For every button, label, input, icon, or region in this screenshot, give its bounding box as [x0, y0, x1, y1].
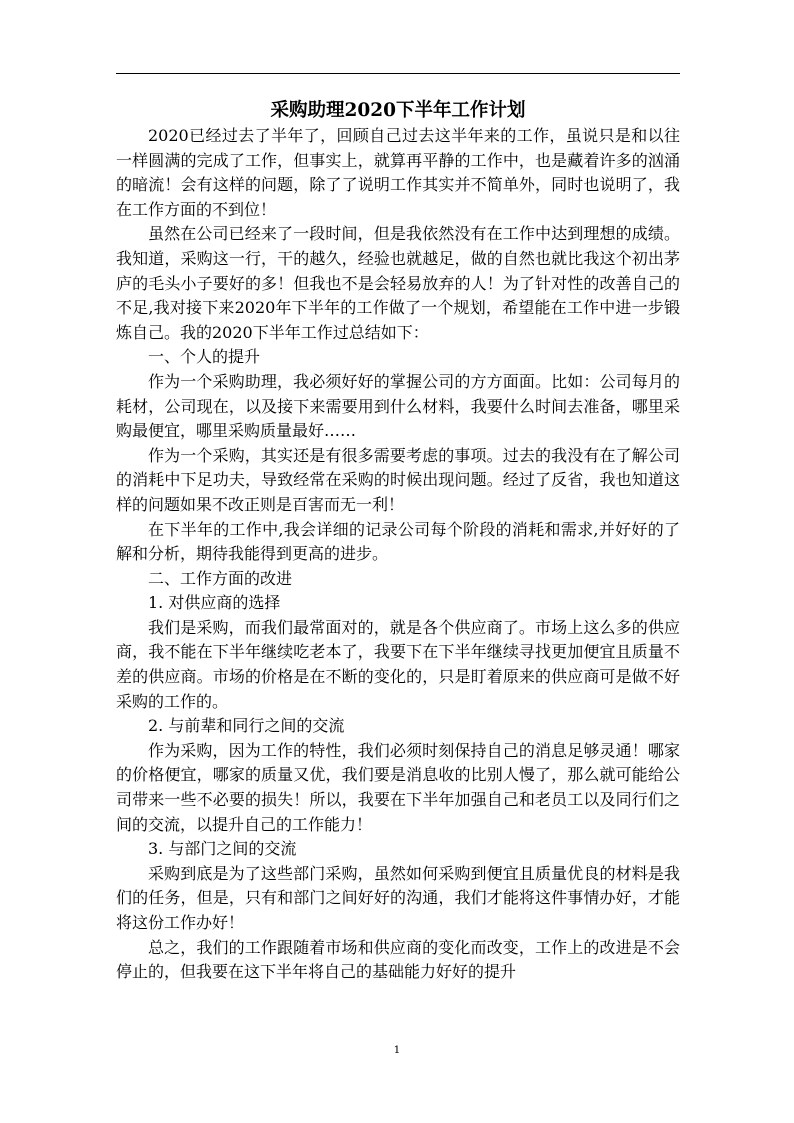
document-body [116, 98, 680, 985]
paragraph-personal-1: 作为一个采购助理，我必须好好的掌握公司的方方面面。比如：公司每月的耗材，公司现在，以及接下来需要用到什么材料，我要什么时间去准备，哪里采购最便宜，哪里采购质量最好…… [116, 371, 680, 441]
paragraph-peers: 作为采购，因为工作的特性，我们必须时刻保持自己的消息足够灵通！哪家的价格便宜，哪家的质量又优，我们要是消息收的比别人慢了，那么就可能给公司带来一些不必要的损失！所以，我要在下半年加强自己和老员工以及同行们之间的交流，以提升自己的工作能力！ [116, 740, 680, 834]
section-heading-personal: 一、个人的提升 [148, 347, 261, 367]
paragraph-conclusion: 总之，我们的工作跟随着市场和供应商的变化而改变，工作上的改进是不会停止的，但我要在这下半年将自己的基础能力好好的提升 [116, 937, 680, 982]
subheading-departments: 3. 与部门之间的交流 [148, 839, 297, 859]
paragraph-departments: 采购到底是为了这些部门采购，虽然如何采购到便宜且质量优良的材料是我们的任务，但是，只有和部门之间好好的沟通，我们才能将这件事情办好，才能将这份工作办好！ [116, 863, 680, 932]
subheading-suppliers: 1. 对供应商的选择 [148, 593, 281, 613]
paragraph-personal-2: 作为一个采购，其实还是有很多需要考虑的事项。过去的我没有在了解公司的消耗中下足功夫，导致经常在采购的时候出现问题。经过了反省，我也知道这样的问题如果不改正则是百害而无一利！ [116, 445, 680, 514]
paragraph-suppliers: 我们是采购，而我们最常面对的，就是各个供应商了。市场上这么多的供应商，我不能在下半年继续吃老本了，我要下在下半年继续寻找更加便宜且质量不差的供应商。市场的价格是在不断的变化的，只是盯着原来的供应商可是做不好采购的工作的。 [116, 617, 680, 711]
page-number: 1 [393, 1044, 401, 1056]
section-heading-improvement: 二、工作方面的改进 [148, 568, 293, 588]
subheading-peers: 2. 与前辈和同行之间的交流 [148, 716, 345, 736]
paragraph-plan-overview: 虽然在公司已经来了一段时间，但是我依然没有在工作中达到理想的成绩。我知道，采购这一行，干的越久，经验也就越足，做的自然也就比我这个初出茅庐的毛头小子要好的多！但我也不是会轻易放弃的人！为了针对性的改善自己的不足,我对接下来2020年下半年的工作做了一个规划，希望能在工作中进一步锻炼自己。我的2020下半年工作过总结如下： [116, 224, 680, 342]
header-rule [116, 73, 680, 74]
document-title: 采购助理2020下半年工作计划 [270, 100, 526, 121]
paragraph-intro: 2020已经过去了半年了，回顾自己过去这半年来的工作，虽说只是和以往一样圆满的完成了工作，但事实上，就算再平静的工作中，也是藏着许多的汹涌的暗流！会有这样的问题，除了了说明工作其实并不简单外，同时也说明了，我在工作方面的不到位！ [116, 126, 680, 219]
paragraph-personal-3: 在下半年的工作中,我会详细的记录公司每个阶段的消耗和需求,并好好的了解和分析，期待我能得到更高的进步。 [116, 519, 680, 564]
